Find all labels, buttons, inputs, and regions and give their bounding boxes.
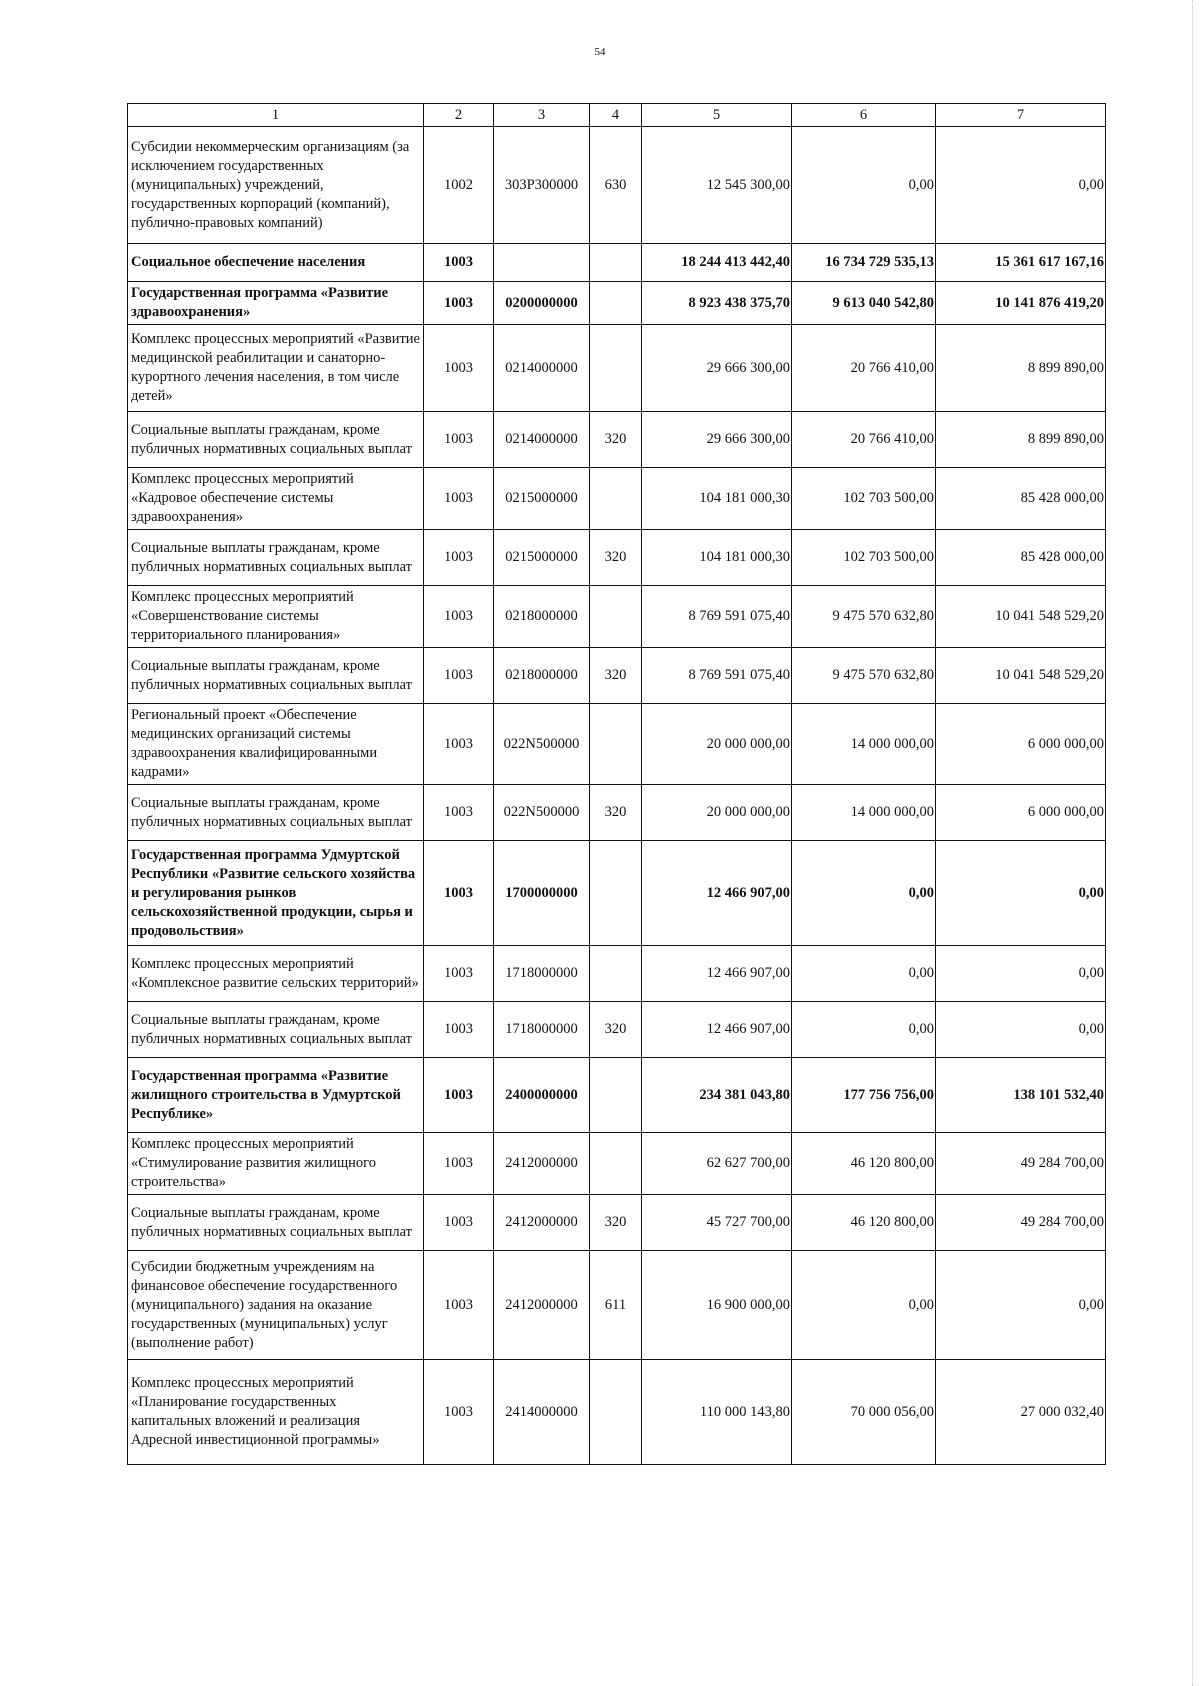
target-code: 2412000000	[494, 1251, 590, 1360]
amount-col6: 70 000 056,00	[792, 1360, 936, 1465]
target-code: 0214000000	[494, 412, 590, 468]
amount-col5: 104 181 000,30	[642, 468, 792, 530]
amount-col6: 46 120 800,00	[792, 1133, 936, 1195]
amount-col5: 104 181 000,30	[642, 530, 792, 586]
section-code: 1003	[424, 1002, 494, 1058]
amount-col6: 20 766 410,00	[792, 412, 936, 468]
budget-table	[127, 103, 1106, 1465]
expense-type	[590, 325, 642, 412]
section-code: 1003	[424, 704, 494, 785]
table-row	[128, 1251, 1106, 1360]
expense-type	[590, 1133, 642, 1195]
amount-col5: 16 900 000,00	[642, 1251, 792, 1360]
target-code: 022N500000	[494, 785, 590, 841]
amount-col7: 15 361 617 167,16	[936, 244, 1106, 282]
row-name: Субсидии бюджетным учреждениям на финансовое обеспечение государственного (муниципального) задания на оказание государственных (муниципальных) услуг (выполнение работ)	[128, 1251, 424, 1360]
expense-type	[590, 244, 642, 282]
amount-col6: 46 120 800,00	[792, 1195, 936, 1251]
row-name: Государственная программа «Развитие жилищного строительства в Удмуртской Республике»	[128, 1058, 424, 1133]
amount-col6: 9 475 570 632,80	[792, 586, 936, 648]
column-number: 2	[424, 104, 494, 127]
column-number: 3	[494, 104, 590, 127]
amount-col6: 9 475 570 632,80	[792, 648, 936, 704]
row-name: Социальные выплаты гражданам, кроме публичных нормативных социальных выплат	[128, 1195, 424, 1251]
amount-col7: 49 284 700,00	[936, 1195, 1106, 1251]
amount-col6: 177 756 756,00	[792, 1058, 936, 1133]
amount-col7: 10 041 548 529,20	[936, 586, 1106, 648]
table-row	[128, 412, 1106, 468]
target-code: 0200000000	[494, 282, 590, 325]
target-code: 0215000000	[494, 530, 590, 586]
expense-type	[590, 704, 642, 785]
row-name: Комплекс процессных мероприятий «Комплексное развитие сельских территорий»	[128, 946, 424, 1002]
table-row	[128, 468, 1106, 530]
section-code: 1003	[424, 648, 494, 704]
amount-col7: 0,00	[936, 1002, 1106, 1058]
amount-col7: 8 899 890,00	[936, 325, 1106, 412]
section-code: 1003	[424, 468, 494, 530]
expense-type: 630	[590, 127, 642, 244]
amount-col7: 0,00	[936, 1251, 1106, 1360]
amount-col5: 29 666 300,00	[642, 325, 792, 412]
amount-col7: 85 428 000,00	[936, 530, 1106, 586]
amount-col5: 20 000 000,00	[642, 704, 792, 785]
amount-col6: 20 766 410,00	[792, 325, 936, 412]
row-name: Социальные выплаты гражданам, кроме публичных нормативных социальных выплат	[128, 1002, 424, 1058]
expense-type	[590, 586, 642, 648]
row-name: Субсидии некоммерческим организациям (за исключением государственных (муниципальных) учреждений, государственных корпораций (компаний), публично-правовых компаний)	[128, 127, 424, 244]
row-name: Комплекс процессных мероприятий «Стимулирование развития жилищного строительства»	[128, 1133, 424, 1195]
row-name: Региональный проект «Обеспечение медицинских организаций системы здравоохранения квалифицированными кадрами»	[128, 704, 424, 785]
amount-col7: 138 101 532,40	[936, 1058, 1106, 1133]
amount-col6: 14 000 000,00	[792, 704, 936, 785]
section-code: 1003	[424, 946, 494, 1002]
amount-col6: 0,00	[792, 1251, 936, 1360]
target-code: 1718000000	[494, 946, 590, 1002]
amount-col7: 49 284 700,00	[936, 1133, 1106, 1195]
amount-col5: 29 666 300,00	[642, 412, 792, 468]
table-row	[128, 1195, 1106, 1251]
amount-col7: 10 141 876 419,20	[936, 282, 1106, 325]
target-code: 0215000000	[494, 468, 590, 530]
amount-col6: 9 613 040 542,80	[792, 282, 936, 325]
column-number: 7	[936, 104, 1106, 127]
row-name: Комплекс процессных мероприятий «Планирование государственных капитальных вложений и реализация Адресной инвестиционной программы»	[128, 1360, 424, 1465]
table-row	[128, 946, 1106, 1002]
amount-col7: 27 000 032,40	[936, 1360, 1106, 1465]
table-row	[128, 1133, 1106, 1195]
amount-col5: 234 381 043,80	[642, 1058, 792, 1133]
table-row	[128, 841, 1106, 946]
page-number: 54	[594, 46, 606, 58]
table-row	[128, 785, 1106, 841]
target-code: 2412000000	[494, 1195, 590, 1251]
table-row	[128, 530, 1106, 586]
table-row	[128, 648, 1106, 704]
table-row	[128, 282, 1106, 325]
amount-col5: 20 000 000,00	[642, 785, 792, 841]
row-name: Государственная программа «Развитие здравоохранения»	[128, 282, 424, 325]
row-name: Социальные выплаты гражданам, кроме публичных нормативных социальных выплат	[128, 648, 424, 704]
column-number: 5	[642, 104, 792, 127]
section-code: 1003	[424, 282, 494, 325]
row-name: Комплекс процессных мероприятий «Развитие медицинской реабилитации и санаторно-курортного лечения населения, в том числе детей»	[128, 325, 424, 412]
target-code: 303P300000	[494, 127, 590, 244]
target-code: 022N500000	[494, 704, 590, 785]
expense-type	[590, 1058, 642, 1133]
amount-col7: 6 000 000,00	[936, 704, 1106, 785]
section-code: 1003	[424, 325, 494, 412]
expense-type	[590, 468, 642, 530]
amount-col5: 110 000 143,80	[642, 1360, 792, 1465]
amount-col7: 8 899 890,00	[936, 412, 1106, 468]
amount-col6: 0,00	[792, 127, 936, 244]
expense-type	[590, 841, 642, 946]
section-code: 1003	[424, 244, 494, 282]
row-name: Социальные выплаты гражданам, кроме публичных нормативных социальных выплат	[128, 785, 424, 841]
target-code: 1700000000	[494, 841, 590, 946]
table-row	[128, 325, 1106, 412]
amount-col5: 12 545 300,00	[642, 127, 792, 244]
amount-col5: 12 466 907,00	[642, 946, 792, 1002]
section-code: 1002	[424, 127, 494, 244]
amount-col6: 16 734 729 535,13	[792, 244, 936, 282]
amount-col7: 6 000 000,00	[936, 785, 1106, 841]
row-name: Комплекс процессных мероприятий «Совершенствование системы территориального планирования»	[128, 586, 424, 648]
row-name: Комплекс процессных мероприятий «Кадровое обеспечение системы здравоохранения»	[128, 468, 424, 530]
section-code: 1003	[424, 1251, 494, 1360]
column-number: 1	[128, 104, 424, 127]
table-row	[128, 586, 1106, 648]
table-row	[128, 1360, 1106, 1465]
amount-col5: 18 244 413 442,40	[642, 244, 792, 282]
section-code: 1003	[424, 841, 494, 946]
section-code: 1003	[424, 1360, 494, 1465]
amount-col6: 0,00	[792, 1002, 936, 1058]
amount-col5: 8 923 438 375,70	[642, 282, 792, 325]
section-code: 1003	[424, 586, 494, 648]
expense-type: 320	[590, 412, 642, 468]
amount-col7: 85 428 000,00	[936, 468, 1106, 530]
amount-col6: 14 000 000,00	[792, 785, 936, 841]
section-code: 1003	[424, 1058, 494, 1133]
amount-col7: 10 041 548 529,20	[936, 648, 1106, 704]
amount-col7: 0,00	[936, 946, 1106, 1002]
section-code: 1003	[424, 1133, 494, 1195]
amount-col5: 12 466 907,00	[642, 841, 792, 946]
table-row	[128, 1058, 1106, 1133]
target-code: 0214000000	[494, 325, 590, 412]
amount-col6: 0,00	[792, 841, 936, 946]
table-row	[128, 704, 1106, 785]
amount-col6: 102 703 500,00	[792, 468, 936, 530]
row-name: Социальное обеспечение населения	[128, 244, 424, 282]
scan-edge-mark	[1192, 0, 1200, 1686]
amount-col5: 45 727 700,00	[642, 1195, 792, 1251]
expense-type	[590, 1360, 642, 1465]
expense-type: 611	[590, 1251, 642, 1360]
expense-type: 320	[590, 530, 642, 586]
section-code: 1003	[424, 412, 494, 468]
expense-type: 320	[590, 1002, 642, 1058]
amount-col6: 102 703 500,00	[792, 530, 936, 586]
target-code: 0218000000	[494, 586, 590, 648]
table-row	[128, 1002, 1106, 1058]
expense-type: 320	[590, 785, 642, 841]
table-row	[128, 244, 1106, 282]
target-code: 2414000000	[494, 1360, 590, 1465]
amount-col5: 8 769 591 075,40	[642, 586, 792, 648]
expense-type: 320	[590, 648, 642, 704]
row-name: Социальные выплаты гражданам, кроме публичных нормативных социальных выплат	[128, 412, 424, 468]
column-number-row	[128, 104, 1106, 127]
expense-type	[590, 946, 642, 1002]
expense-type	[590, 282, 642, 325]
amount-col5: 12 466 907,00	[642, 1002, 792, 1058]
target-code	[494, 244, 590, 282]
target-code: 2400000000	[494, 1058, 590, 1133]
section-code: 1003	[424, 785, 494, 841]
amount-col7: 0,00	[936, 127, 1106, 244]
amount-col6: 0,00	[792, 946, 936, 1002]
expense-type: 320	[590, 1195, 642, 1251]
amount-col7: 0,00	[936, 841, 1106, 946]
row-name: Социальные выплаты гражданам, кроме публичных нормативных социальных выплат	[128, 530, 424, 586]
section-code: 1003	[424, 1195, 494, 1251]
amount-col5: 62 627 700,00	[642, 1133, 792, 1195]
section-code: 1003	[424, 530, 494, 586]
target-code: 2412000000	[494, 1133, 590, 1195]
target-code: 0218000000	[494, 648, 590, 704]
target-code: 1718000000	[494, 1002, 590, 1058]
table-row	[128, 127, 1106, 244]
amount-col5: 8 769 591 075,40	[642, 648, 792, 704]
column-number: 6	[792, 104, 936, 127]
row-name: Государственная программа Удмуртской Республики «Развитие сельского хозяйства и регулирования рынков сельскохозяйственной продукции, сырья и продовольствия»	[128, 841, 424, 946]
column-number: 4	[590, 104, 642, 127]
